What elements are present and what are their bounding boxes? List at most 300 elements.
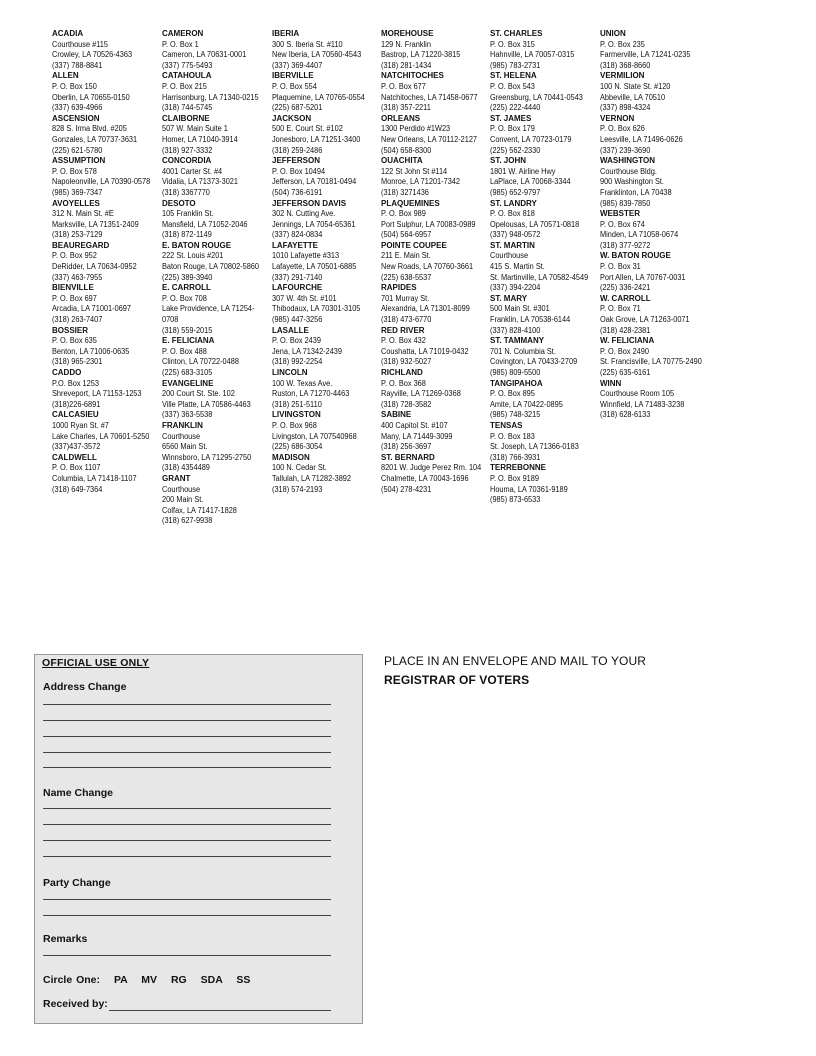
parish-address-line: Lake Charles, LA 70601-5250 [52,431,150,441]
parish-address-line: 400 Capitol St. #107 [381,420,448,430]
parish-address-line: (225) 336-2421 [600,283,651,293]
parish-entry [600,336,711,378]
parish-address-line: Courthouse [490,251,529,261]
parish-entry [381,241,490,283]
parish-name: W. BATON ROUGE [600,251,671,261]
option-ss[interactable]: SS [236,974,251,986]
parish-address-line: Lake Providence, LA 71254- [162,304,255,314]
parish-entry [162,199,267,241]
parish-address-line: Houma, LA 70361-9189 [490,484,568,494]
parish-address-line: P. O. Box 368 [381,378,426,388]
parish-address-line: 302 N. Cutting Ave. [272,209,336,219]
parish-address-line: 105 Franklin St. [162,209,214,219]
parish-address-line: (318) 251-5110 [272,399,322,409]
parish-address-line: P. O. Box 2490 [600,346,649,356]
parish-address-line: P. O. Box 677 [381,81,426,91]
parish-entry [381,283,490,325]
parish-name: E. FELICIANA [162,336,215,346]
parish-address-line: Oak Grove, LA 71263-0071 [600,315,690,325]
parish-address-line: (318) 744-5745 [162,103,213,113]
parish-address-line: (318) 628-6133 [600,410,651,420]
parish-address-line: 1010 Lafayette #313 [272,251,340,261]
parish-address-line: (337) 291-7140 [272,272,323,282]
parish-address-line: P. O. Box 578 [52,166,97,176]
parish-address-line: (318) 4354489 [162,463,210,473]
parish-address-line: 4001 Carter St. #4 [162,166,223,176]
parish-address-line: 129 N. Franklin [381,39,431,49]
parish-address-line: (225) 635-6161 [600,368,651,377]
official-use-box [34,654,363,1024]
parish-address-line: (318) 872-1149 [162,230,212,240]
parish-entry [490,29,597,71]
parish-address-line: Vidalia, LA 71373-3021 [162,177,238,187]
parish-entry [490,199,597,241]
parish-address-line: Jennings, LA 7054-65361 [272,219,356,229]
parish-address-line: (985) 369-7347 [52,187,103,197]
parish-address-line: Thibodaux, LA 70301-3105 [272,304,361,314]
parish-entry [162,283,267,336]
parish-address-line: P. O. Box 432 [381,336,426,346]
parish-address-line: (318) 965-2301 [52,357,103,367]
parish-name: ST. BERNARD [381,452,435,462]
received-by-label: Received by: [43,998,108,1010]
parish-address-line: Tallulah, LA 71282-3892 [272,473,351,483]
parish-address-line: (225) 621-5780 [52,145,103,155]
parish-address-line: (337) 639-4966 [52,103,103,113]
parish-name: JEFFERSON [272,156,321,166]
parish-address-line: Amite, LA 70422-0895 [490,399,563,409]
remarks-line[interactable] [43,955,331,956]
parish-address-line: P.O. Box 1253 [52,378,99,388]
parish-address-line: 6560 Main St. [162,442,208,452]
parish-address-line: Opelousas, LA 70571-0818 [490,219,580,229]
parish-address-line: (337) 239-3690 [600,145,651,155]
parish-address-line: 0708 [162,315,179,325]
parish-entry [381,199,490,241]
parish-entry [490,114,597,156]
parish-address-line: (337)437-3572 [52,442,101,452]
parish-name: CATAHOULA [162,71,212,81]
parish-name: W. FELICIANA [600,336,655,346]
parish-address-line: P. O. Box 968 [272,420,317,430]
parish-entry [490,71,597,113]
parish-name: CONCORDIA [162,156,212,166]
address-change-label: Address Change [43,681,127,693]
parish-name: IBERIA [272,29,300,38]
parish-name: ST. CHARLES [490,29,543,38]
parish-address-line: P. O. Box 1107 [52,463,101,473]
parish-address-line: (504) 658-8300 [381,145,432,155]
circle-one-row [43,974,250,986]
parish-address-line: Covington, LA 70433-2709 [490,357,578,367]
parish-address-line: P. O. Box 697 [52,293,97,303]
parish-entry [490,241,597,294]
parish-address-line: Ville Platte, LA 70586-4463 [162,399,251,409]
parish-name: CADDO [52,368,82,377]
parish-address-line: (318) 559-2015 [162,325,213,335]
parish-address-line: P. O. Box 989 [381,209,426,219]
parish-entry [600,29,711,71]
parish-entry [381,453,490,495]
parish-name: WINN [600,378,622,388]
parish-entry [272,410,373,452]
parish-address-line: 828 S. Irma Blvd. #205 [52,124,127,134]
name-change-line-3[interactable] [43,840,331,841]
parish-address-line: Courthouse #115 [52,39,108,49]
option-rg[interactable]: RG [170,974,187,986]
parish-address-line: (318) 253-7129 [52,230,103,240]
parish-column [490,29,597,506]
parish-address-line: New Orleans, LA 70112-2127 [381,134,478,144]
parish-address-line: Jonesboro, LA 71251-3400 [272,134,361,144]
parish-entry [52,410,159,452]
parish-address-line: Courthouse [162,431,201,441]
parish-address-line: P. O. Box 9189 [490,473,539,483]
parish-address-line: Hahnville, LA 70057-0315 [490,50,575,60]
parish-address-line: (337) 948-0572 [490,230,541,240]
parish-entry [381,114,490,156]
parish-name: JEFFERSON DAVIS [272,198,347,208]
parish-name: E. BATON ROUGE [162,240,232,250]
parish-address-line: Harrisonburg, LA 71340-0215 [162,92,259,102]
parish-address-line: (225) 683-3105 [162,368,213,377]
address-change-line-3[interactable] [43,736,331,737]
parish-address-line: (318) 932-5027 [381,357,432,367]
parish-name: ST. MARTIN [490,240,535,250]
parish-address-line: Napoleonville, LA 70390-0578 [52,177,151,187]
parish-address-line: Jefferson, LA 70181-0494 [272,177,357,187]
received-by-line[interactable] [109,1010,331,1011]
parish-entry [272,71,373,113]
parish-address-line: Ruston, LA 71270-4463 [272,389,350,399]
parish-address-line: (318) 377-9272 [600,240,651,250]
parish-name: ASSUMPTION [52,156,106,166]
parish-entry [162,336,267,378]
parish-address-line: (318) 766-3931 [490,452,541,462]
party-change-line-1[interactable] [43,899,331,900]
parish-address-line: 500 Main St. #301 [490,304,550,314]
parish-entry [600,251,711,293]
parish-address-line: Shreveport, LA 71153-1253 [52,389,142,399]
parish-entry [490,336,597,378]
parish-address-line: Homer, LA 71040-3914 [162,134,238,144]
parish-address-line: 415 S. Martin St. [490,262,545,272]
circle-one-label: Circle One: [43,974,101,986]
parish-name: GRANT [162,473,191,483]
name-change-label: Name Change [43,787,114,799]
parish-address-line: 200 Main St. [162,495,204,505]
parish-entry [600,156,711,209]
parish-name: EVANGELINE [162,378,214,388]
parish-address-line: Monroe, LA 71201-7342 [381,177,460,187]
parish-address-line: (225) 389-3940 [162,272,213,282]
parish-entry [162,29,267,71]
parish-name: OUACHITA [381,156,423,166]
parish-name: SABINE [381,410,412,420]
parish-address-line: (985) 783-2731 [490,60,541,70]
parish-name: TENSAS [490,420,523,430]
parish-entry [272,368,373,410]
parish-address-line: (318) 728-3582 [381,399,432,409]
parish-name: IBERVILLE [272,71,314,81]
parish-address-line: P. O. Box 488 [162,346,207,356]
parish-entry [381,368,490,410]
parish-address-line: P. O. Box 2439 [272,336,321,346]
parish-name: TERREBONNE [490,463,547,473]
parish-address-line: (337) 828-4100 [490,325,541,335]
parish-address-line: Franklinton, LA 70438 [600,187,672,197]
parish-address-line: (337) 898-4324 [600,103,651,113]
option-pa[interactable]: PA [113,974,128,986]
parish-address-line: (337) 824-0834 [272,230,323,240]
parish-address-line: (318) 259-2486 [272,145,323,155]
official-use-title: OFFICIAL USE ONLY [42,657,150,669]
parish-address-line: Farmerville, LA 71241-0235 [600,50,691,60]
parish-address-line: 701 Murray St. [381,293,430,303]
parish-address-line: Courthouse Bldg. [600,166,657,176]
parish-name: RICHLAND [381,368,423,377]
parish-name: WASHINGTON [600,156,655,166]
parish-address-line: Franklin, LA 70538-6144 [490,315,571,325]
remarks-label: Remarks [43,933,88,945]
parish-name: VERMILION [600,71,645,81]
parish-address-line: Coushatta, LA 71019-0432 [381,346,469,356]
parish-address-line: (337) 369-4407 [272,60,323,70]
parish-entry [600,114,711,156]
parish-address-line: (985) 809-5500 [490,368,541,377]
parish-name: WEBSTER [600,209,640,219]
parish-address-line: Benton, LA 71006-0635 [52,346,130,356]
parish-address-line: 100 N. State St. #120 [600,81,671,91]
parish-entry [381,29,490,71]
party-change-label: Party Change [43,877,111,889]
parish-address-line: Marksville, LA 71351-2409 [52,219,139,229]
parish-entry [381,71,490,113]
parish-address-line: (504) 564-6957 [381,230,432,240]
parish-entry [490,421,597,463]
parish-column [600,29,711,421]
parish-address-line: 507 W. Main Suite 1 [162,124,228,134]
parish-entry [600,294,711,336]
parish-address-line: (985) 652-9797 [490,187,541,197]
parish-address-line: P. O. Box 818 [490,209,535,219]
parish-address-line: Rayville, LA 71269-0368 [381,389,461,399]
parish-address-line: (318) 627-9938 [162,516,213,526]
parish-address-line: P. O. Box 635 [52,336,97,346]
parish-address-line: Port Allen, LA 70767-0031 [600,272,686,282]
parish-entry [52,156,159,198]
parish-name: UNION [600,29,626,38]
parish-address-line: 211 E. Main St. [381,251,431,261]
option-mv[interactable]: MV [141,974,158,986]
address-change-line-1[interactable] [43,704,331,705]
parish-entry [162,474,267,527]
parish-address-line: St. Francisville, LA 70775-2490 [600,357,702,367]
parish-address-line: (318) 473-6770 [381,315,432,325]
name-change-line-2[interactable] [43,824,331,825]
parish-column [272,29,373,495]
parish-address-line: Leesville, LA 71496-0626 [600,134,683,144]
parish-entry [490,294,597,336]
parish-address-line: (318) 263-7407 [52,315,103,325]
parish-address-line: P. O. Box 674 [600,219,645,229]
parish-address-line: (337) 463-7955 [52,272,103,282]
parish-name: ST. JOHN [490,156,527,166]
parish-name: NATCHITOCHES [381,71,444,81]
parish-address-line: P. O. Box 543 [490,81,535,91]
parish-name: RAPIDES [381,283,417,293]
parish-address-line: (337) 788-8841 [52,60,103,70]
parish-name: CLAIBORNE [162,113,210,123]
parish-address-line: P. O. Box 952 [52,251,97,261]
parish-address-line: 222 St. Louis #201 [162,251,224,261]
parish-entry [490,379,597,421]
parish-address-line: (225) 562-2330 [490,145,541,155]
parish-address-line: P. O. Box 31 [600,262,641,272]
parish-address-line: (318) 281-1434 [381,60,432,70]
parish-name: RED RIVER [381,325,425,335]
parish-address-line: Convent, LA 70723-0179 [490,134,572,144]
parish-address-line: P. O. Box 315 [490,39,535,49]
parish-name: E. CARROLL [162,283,211,293]
parish-name: ST. JAMES [490,113,532,123]
parish-entry [600,71,711,113]
parish-address-line: (337) 775-5493 [162,60,213,70]
name-change-line-4[interactable] [43,856,331,857]
parish-entry [600,209,711,251]
parish-address-line: P. O. Box 626 [600,124,645,134]
parish-name: FRANKLIN [162,420,203,430]
address-change-line-5[interactable] [43,767,331,768]
parish-address-line: Courthouse [162,484,201,494]
parish-entry [490,463,597,505]
parish-address-line: P. O. Box 150 [52,81,97,91]
parish-name: ST. TAMMANY [490,336,545,346]
parish-entry [162,421,267,474]
parish-address-line: (985) 748-3215 [490,410,541,420]
parish-name: CALCASIEU [52,410,99,420]
parish-entry [272,453,373,495]
parish-entry [272,283,373,325]
parish-address-line: Gonzales, LA 70737-3631 [52,134,138,144]
parish-entry [52,114,159,156]
parish-address-line: 900 Washington St. [600,177,664,187]
parish-address-line: P. O. Box 554 [272,81,317,91]
parish-address-line: (318) 992-2254 [272,357,323,367]
parish-name: PLAQUEMINES [381,198,440,208]
parish-entry [272,241,373,283]
parish-column [52,29,159,495]
parish-name: BEAUREGARD [52,240,110,250]
parish-name: DESOTO [162,198,196,208]
parish-address-line: Arcadia, LA 71001-0697 [52,304,131,314]
parish-address-line: 100 N. Cedar St. [272,463,327,473]
parish-address-line: P. O. Box 179 [490,124,535,134]
parish-column [381,29,490,495]
parish-address-line: 122 St John St #114 [381,166,448,176]
parish-entry [162,156,267,198]
parish-address-line: 200 Court St. Ste. 102 [162,389,235,399]
parish-entry [490,156,597,198]
parish-name: BOSSIER [52,325,89,335]
parish-address-line: 1801 W. Airline Hwy [490,166,556,176]
parish-address-line: (985) 873-6533 [490,495,541,505]
parish-address-line: Winnfield, LA 71483-3238 [600,399,685,409]
parish-address-line: Cameron, LA 70631-0001 [162,50,247,60]
parish-entry [600,379,711,421]
parish-entry [52,453,159,495]
address-change-line-4[interactable] [43,752,331,753]
parish-entry [52,71,159,113]
parish-address-line: Natchitoches, LA 71458-0677 [381,92,478,102]
parish-address-line: (318)226-6891 [52,399,101,409]
parish-name: LAFAYETTE [272,240,318,250]
parish-address-line: Alexandria, LA 71301-8099 [381,304,470,314]
parish-name: ACADIA [52,29,84,38]
parish-address-line: P. O. Box 235 [600,39,645,49]
parish-entry [52,368,159,410]
parish-entry [381,156,490,198]
parish-address-line: P. O. Box 708 [162,293,207,303]
parish-address-line: 701 N. Columbia St. [490,346,556,356]
parish-name: CAMERON [162,29,204,38]
parish-name: ST. HELENA [490,71,537,81]
parish-address-line: (318) 927-3332 [162,145,213,155]
parish-name: MADISON [272,452,310,462]
parish-address-line: Abbeville, LA 70510 [600,92,666,102]
parish-entry [272,156,373,198]
parish-address-line: 500 E. Court St. #102 [272,124,343,134]
parish-address-line: (225) 686-3054 [272,442,323,452]
parish-name: TANGIPAHOA [490,378,543,388]
parish-address-line: 8201 W. Judge Perez Rm. 104 [381,463,482,473]
parish-address-line: 1300 Perdido #1W23 [381,124,451,134]
parish-address-line: (985) 447-3256 [272,315,323,325]
parish-entry [381,326,490,368]
parish-entry [52,241,159,283]
parish-address-line: New Roads, LA 70760-3661 [381,262,474,272]
party-change-line-2[interactable] [43,915,331,916]
parish-address-line: Crowley, LA 70526-4363 [52,50,133,60]
address-change-line-2[interactable] [43,720,331,721]
name-change-line-1[interactable] [43,808,331,809]
parish-address-line: (318) 3271436 [381,187,429,197]
parish-address-line: DeRidder, LA 70634-0952 [52,262,137,272]
parish-address-line: Winnsboro, LA 71295-2750 [162,452,252,462]
parish-address-line: (504) 736-6191 [272,187,323,197]
parish-address-line: P. O. Box 895 [490,389,535,399]
parish-name: CALDWELL [52,452,97,462]
parish-address-line: Mansfield, LA 71052-2046 [162,219,248,229]
parish-name: LASALLE [272,325,309,335]
mail-instruction-line-2: REGISTRAR OF VOTERS [384,673,530,687]
parish-name: BIENVILLE [52,283,94,293]
parish-address-line: Columbia, LA 71418-1107 [52,473,137,483]
parish-address-line: Jena, LA 71342-2439 [272,346,342,356]
option-sda[interactable]: SDA [200,974,223,986]
parish-address-line: Plaquemine, LA 70765-0554 [272,92,365,102]
parish-address-line: 312 N. Main St. #E [52,209,114,219]
parish-address-line: Bastrop, LA 71220-3815 [381,50,461,60]
parish-entry [162,114,267,156]
parish-address-line: (318) 256-3697 [381,442,432,452]
parish-name: JACKSON [272,113,312,123]
parish-address-line: (985) 839-7850 [600,198,651,208]
parish-address-line: P. O. Box 71 [600,304,641,314]
parish-address-line: (337) 394-2204 [490,283,541,293]
parish-address-line: Many, LA 71449-3099 [381,431,453,441]
parish-address-line: P. O. Box 10494 [272,166,326,176]
